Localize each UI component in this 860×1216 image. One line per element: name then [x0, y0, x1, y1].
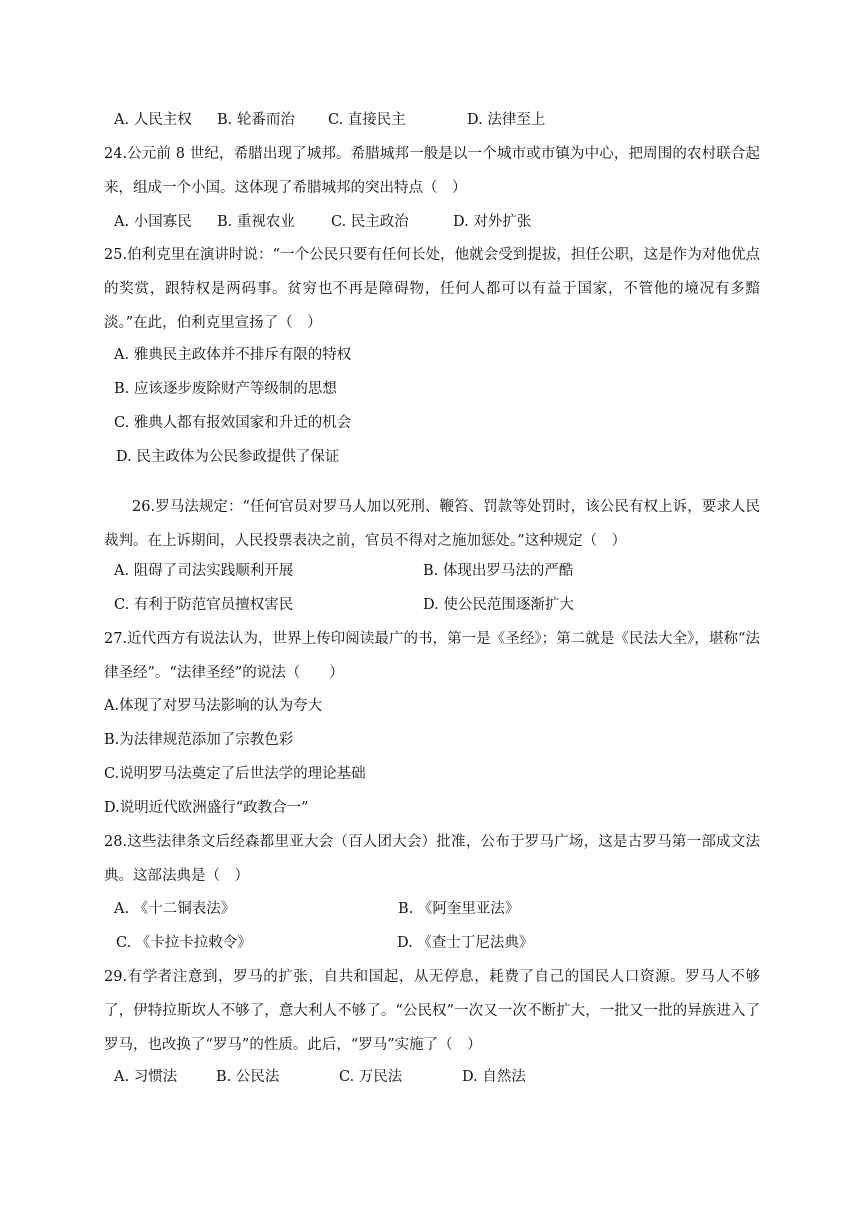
- option-b: B. 轮番而治: [217, 112, 295, 128]
- option-d: D. 自然法: [462, 1069, 526, 1085]
- option-c: C. 《卡拉卡拉敕令》: [116, 935, 252, 951]
- option-d: D. 法律至上: [467, 112, 546, 128]
- option-a: A. 阻碍了司法实践顺利开展: [114, 563, 294, 579]
- question-24-stem: 24.公元前 8 世纪，希腊出现了城邦。希腊城邦一般是以一个城市或市镇为中心，把周围的农村联合起来，组成一个小国。这体现了希腊城邦的突出特点（ ）: [104, 146, 760, 196]
- option-a: A. 《十二铜表法》: [114, 901, 236, 917]
- option-a: A. 习惯法: [114, 1069, 178, 1085]
- option-b: B. 体现出罗马法的严酷: [423, 563, 574, 579]
- option-c: C. 万民法: [339, 1069, 403, 1085]
- question-26-stem: 26.罗马法规定：“任何官员对罗马人加以死刑、鞭笞、罚款等处罚时，该公民有权上诉，要求人民裁判。在上诉期间，人民投票表决之前，官员不得对之施加惩处。”这种规定（ ）: [104, 499, 760, 549]
- option-a: A. 小国寡民: [114, 214, 192, 230]
- option-c: C. 雅典人都有报效国家和升迁的机会: [114, 415, 352, 431]
- option-a: A. 人民主权: [114, 112, 192, 128]
- option-c: C. 直接民主: [328, 112, 406, 128]
- option-d: D.说明近代欧洲盛行“政教合一”: [104, 800, 309, 816]
- option-d: D. 使公民范围逐渐扩大: [423, 597, 574, 613]
- question-25-stem: 25.伯利克里在演讲时说：“一个公民只要有任何长处，他就会受到提拔，担任公职，这是作为对他优点的奖赏，跟特权是两码事。贫穷也不再是障碍物，任何人都可以有益于国家，不管他的境况有多黯淡。”在此，伯利克里宣扬了（ ）: [104, 247, 760, 331]
- option-c: C. 民主政治: [331, 214, 409, 230]
- option-b: B. 公民法: [216, 1069, 280, 1085]
- option-c: C. 有利于防范官员擅权害民: [114, 597, 294, 613]
- option-b: B.为法律规范添加了宗教色彩: [104, 732, 294, 748]
- option-d: D. 《查士丁尼法典》: [397, 935, 534, 951]
- option-d: D. 民主政体为公民参政提供了保证: [116, 449, 340, 465]
- option-d: D. 对外扩张: [453, 214, 532, 230]
- question-27-stem: 27.近代西方有说法认为，世界上传印阅读最广的书，第一是《圣经》；第二就是《民法大全》，堪称“法律圣经”。“法律圣经”的说法（ ）: [104, 631, 760, 681]
- option-c: C.说明罗马法奠定了后世法学的理论基础: [104, 766, 366, 782]
- option-b: B. 《阿奎里亚法》: [398, 901, 520, 917]
- option-b: B. 重视农业: [217, 214, 295, 230]
- question-29-stem: 29.有学者注意到，罗马的扩张，自共和国起，从无停息，耗费了自己的国民人口资源。罗马人不够了，伊特拉斯坎人不够了，意大利人不够了。“公民权”一次又一次不断扩大，一批又一批的异族进入了罗马，也改换了“罗马”的性质。此后，“罗马”实施了（ ）: [104, 969, 760, 1053]
- option-b: B. 应该逐步废除财产等级制的思想: [114, 381, 337, 397]
- option-a: A.体现了对罗马法影响的认为夸大: [104, 698, 323, 714]
- option-a: A. 雅典民主政体并不排斥有限的特权: [114, 347, 352, 363]
- question-28-stem: 28.这些法律条文后经森都里亚大会（百人团大会）批准，公布于罗马广场，这是古罗马第一部成文法典。这部法典是（ ）: [104, 834, 760, 884]
